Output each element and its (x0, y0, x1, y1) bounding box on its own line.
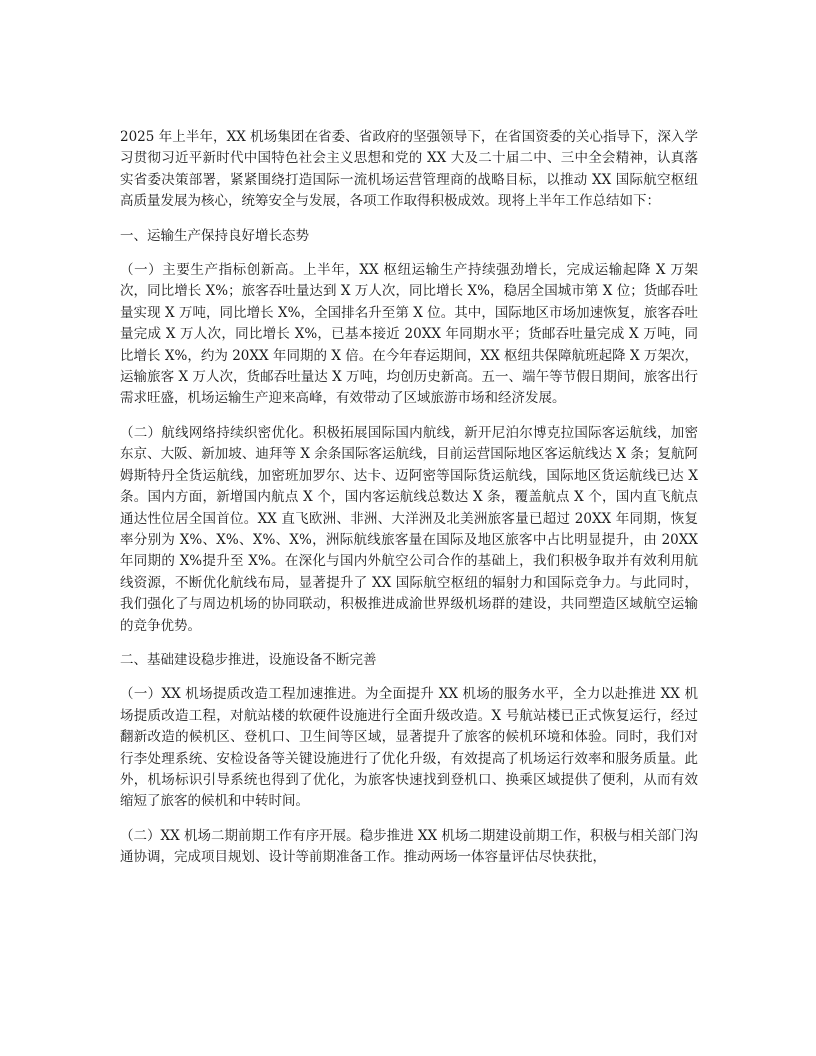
section2-paragraph-1: （一）XX 机场提质改造工程加速推进。为全面提升 XX 机场的服务水平，全力以赴推进 XX 机场提质改造工程，对航站楼的软硬件设施进行全面升级改造。X 号航站楼已正式恢复运行，经过翻新改造的候机区、登机口、卫生间等区域，显著提升了旅客的候机环境和体验。同时，我们对行李处理系统、安检设备等关键设施进行了优化升级，有效提高了机场运行效率和服务质量。此外，机场标识引导系统也得到了优化，为旅客快速找到登机口、换乘区域提供了便利，从而有效缩短了旅客的候机和中转时间。 (120, 686, 698, 810)
document-body (120, 127, 698, 882)
section1-paragraph-1: （一）主要生产指标创新高。上半年，XX 枢纽运输生产持续强劲增长，完成运输起降 X 万架次，同比增长 X%；旅客吞吐量达到 X 万人次，同比增长 X%，稳居全国城市第 X 位；货邮吞吐量实现 X 万吨，同比增长 X%，全国排名升至第 X 位。其中，国际地区市场加速恢复，旅客吞吐量完成 X 万人次，同比增长 X%，已基本接近 20XX 年同期水平；货邮吞吐量完成 X 万吨，同比增长 X%，约为 20XX 年同期的 X 倍。在今年春运期间，XX 枢纽共保障航班起降 X 万架次，运输旅客 X 万人次，货邮吞吐量达 X 万吨，均创历史新高。五一、端午等节假日期间，旅客出行需求旺盛，机场运输生产迎来高峰，有效带动了区域旅游市场和经济发展。 (120, 262, 698, 407)
section-heading-2: 二、基础建设稳步推进，设施设备不断完善 (120, 651, 377, 668)
section1-paragraph-2: （二）航线网络持续织密优化。积极拓展国际国内航线，新开尼泊尔博克拉国际客运航线，加密东京、大阪、新加坡、迪拜等 X 余条国际客运航线，目前运营国际地区客运航线达 X 条；复航阿姆斯特丹全货运航线，加密班加罗尔、达卡、迈阿密等国际货运航线，国际地区货运航线已达 X 条。国内方面，新增国内航点 X 个，国内客运航线总数达 X 条，覆盖航点 X 个，国内直飞航点通达性位居全国首位。XX 直飞欧洲、非洲、大洋洲及北美洲旅客量已超过 20XX 年同期，恢复率分别为 X%、X%、X%、X%，洲际航线旅客量在国际及地区旅客中占比明显提升，由 20XX 年同期的 X%提升至 X%。在深化与国内外航空公司合作的基础上，我们积极争取并有效利用航线资源，不断优化航线布局，显著提升了 XX 国际航空枢纽的辐射力和国际竞争力。与此同时，我们强化了与周边机场的协同联动，积极推进成渝世界级机场群的建设，共同塑造区域航空运输的竞争优势。 (120, 424, 698, 634)
section-heading-1: 一、运输生产保持良好增长态势 (120, 227, 309, 244)
intro-paragraph: 2025 年上半年，XX 机场集团在省委、省政府的坚强领导下，在省国资委的关心指导下，深入学习贯彻习近平新时代中国特色社会主义思想和党的 XX 大及二十届二中、三中全会精神，认真落实省委决策部署，紧紧围绕打造国际一流机场运营管理商的战略目标，以推动 XX 国际航空枢纽高质量发展为核心，统筹安全与发展，各项工作取得积极成效。现将上半年工作总结如下： (120, 129, 698, 210)
section2-paragraph-2: （二）XX 机场二期前期工作有序开展。稳步推进 XX 机场二期建设前期工作，积极与相关部门沟通协调，完成项目规划、设计等前期准备工作。推动两场一体容量评估尽快获批， (120, 827, 698, 866)
